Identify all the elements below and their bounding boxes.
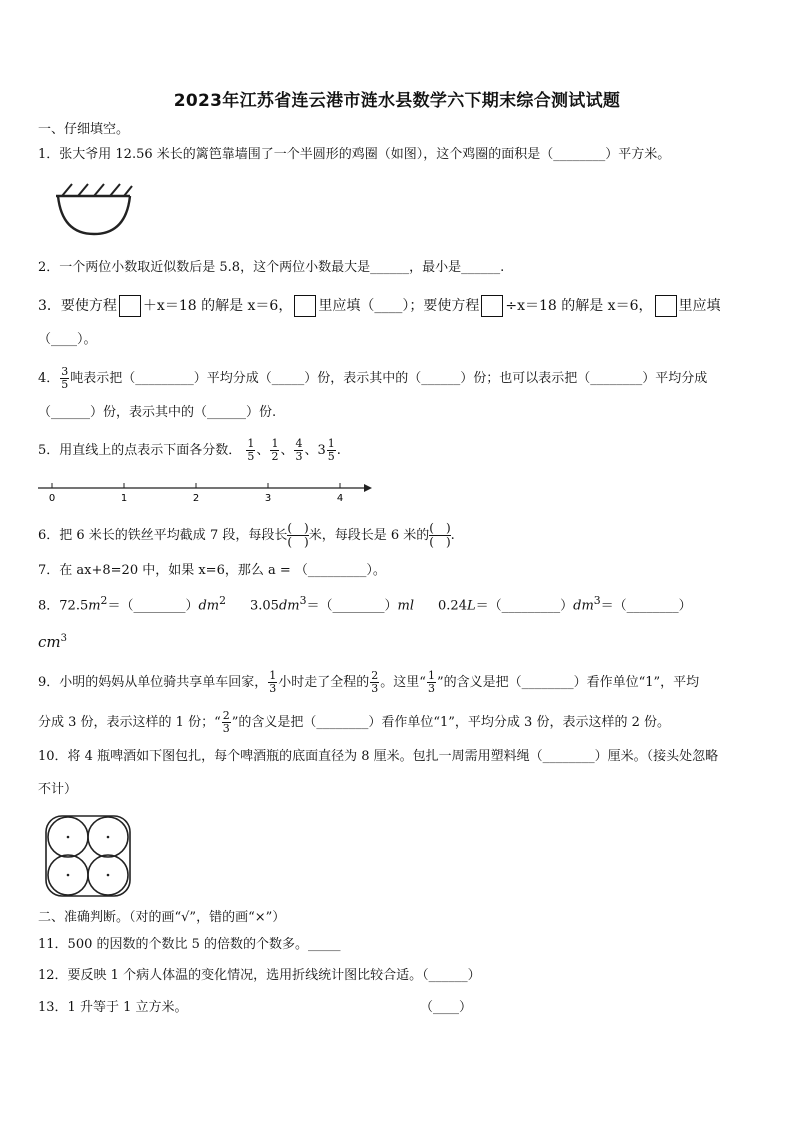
semicircle-coop-figure (52, 178, 136, 238)
answer-box[interactable] (655, 295, 677, 317)
q4-number: 4． (38, 371, 60, 386)
question-2: 2．一个两位小数取近似数后是 5.8，这个两位小数最大是______，最小是______. (38, 260, 505, 275)
answer-fraction-blank[interactable]: $\frac{( )}{( )}$ (287, 521, 309, 549)
question-5: 5．用直线上的点表示下面各分数． $\frac{1}{5}$ 、 $\frac{1}{2}$ 、 $\frac{4}{3}$ 、3 $\frac{1}{5}$ . (38, 437, 341, 463)
q5-fraction: $\frac{1}{5}$ (247, 437, 255, 463)
page-title: 2023年江苏省连云港市涟水县数学六下期末综合测试试题 (173, 91, 621, 111)
q9-fraction: $\frac{1}{3}$ (269, 669, 277, 695)
answer-box[interactable] (294, 295, 316, 317)
question-1: 1．张大爷用 12.56 米长的篱笆靠墙围了一个半圆形的鸡圈（如图），这个鸡圈的面积是（________）平方米。 (38, 147, 671, 162)
q9-fraction: $\frac{2}{3}$ (222, 709, 230, 735)
q3-text-d: ÷x＝18 的解是 x＝6， (505, 298, 653, 314)
question-3 (38, 295, 721, 317)
answer-box[interactable] (481, 295, 503, 317)
question-10: 10．将 4 瓶啤酒如下图包扎，每个啤酒瓶的底面直径为 8 厘米。包扎一周需用塑料绳（________）厘米。（接头处忽略 (38, 749, 719, 764)
answer-fraction-blank[interactable]: $\frac{( )}{( )}$ (429, 521, 451, 549)
number-line-ticks (49, 483, 343, 504)
q3-text-a: 3．要使方程 (38, 298, 117, 314)
question-13: 13．1 升等于 1 立方米。 (38, 1000, 188, 1015)
question-11: 11．500 的因数的个数比 5 的倍数的个数多。_____ (38, 937, 341, 952)
question-3-cont: （____）。 (38, 332, 97, 347)
tick-label: 1 (120, 493, 128, 504)
question-7: 7．在 ax+8=20 中，如果 x=6，那么 a = （_________）。 (38, 563, 386, 578)
tick-label: 4 (336, 493, 344, 504)
question-10-cont: 不计） (38, 782, 78, 797)
four-bottles-figure (44, 814, 134, 898)
question-9-cont: 分成 3 份，表示这样的 1 份；“ $\frac{2}{3}$ ”的含义是把（________）看作单位“1”，平均分成 3 份，表示这样的 2 份。 (38, 709, 670, 735)
q9-fraction: $\frac{1}{3}$ (427, 669, 435, 695)
question-9: 9．小明的妈妈从单位骑共享单车回家， $\frac{1}{3}$ 小时走了全程的 $\frac{2}{3}$ 。这里“ $\frac{1}{3}$ ”的含义是把（________）看作单位“1”，平均 (38, 669, 700, 695)
question-6: 6．把 6 米长的铁丝平均截成 7 段，每段长 $\frac{( )}{( )}$米，每段长是 6 米的 $\frac{( )}{( )}$. (38, 521, 455, 549)
q5-fraction: $\frac{1}{5}$ (327, 437, 335, 463)
q13-answer-blank[interactable]: （____） (420, 1000, 473, 1015)
q4-text: 吨表示把（_________）平均分成（_____）份，表示其中的（______）份；也可以表示把（________）平均分成 (70, 371, 708, 386)
question-4-cont: （______）份，表示其中的（______）份. (38, 405, 277, 420)
section-1-heading: 一、仔细填空。 (38, 122, 130, 137)
question-8: 8．$72.5m^2=(\_\_\_\_\_\_\_\_)dm^2$ $3.05dm^3=(\_\_\_\_\_\_\_\_)ml$ $0.24L=(\_\_\_\_\_\_\_\_\_)dm^3=(\_\_\_\_\_\_\_\_)$ (38, 594, 692, 614)
q4-fraction: $\frac{3}{5}$ (61, 365, 69, 391)
q5-fraction: $\frac{1}{2}$ (271, 437, 279, 463)
answer-box[interactable] (119, 295, 141, 317)
q5-text: 5．用直线上的点表示下面各分数． (38, 443, 242, 458)
q3-text-b: ＋x＝18 的解是 x＝6， (142, 298, 293, 314)
tick-label: 0 (48, 493, 56, 504)
question-8-cont: $cm^3$ (38, 633, 67, 651)
q3-text-e: 里应填 (678, 298, 721, 314)
question-12: 12．要反映 1 个病人体温的变化情况，选用折线统计图比较合适。（______） (38, 968, 481, 983)
tick-label: 2 (192, 493, 200, 504)
q5-fraction: $\frac{4}{3}$ (295, 437, 303, 463)
q3-text-c: 里应填（____）；要使方程 (318, 298, 480, 314)
question-4 (38, 366, 707, 391)
q9-fraction: $\frac{2}{3}$ (371, 669, 379, 695)
number-line (38, 480, 373, 504)
section-2-heading: 二、准确判断。（对的画“√”，错的画“×”） (38, 910, 286, 925)
tick-label: 3 (264, 493, 272, 504)
